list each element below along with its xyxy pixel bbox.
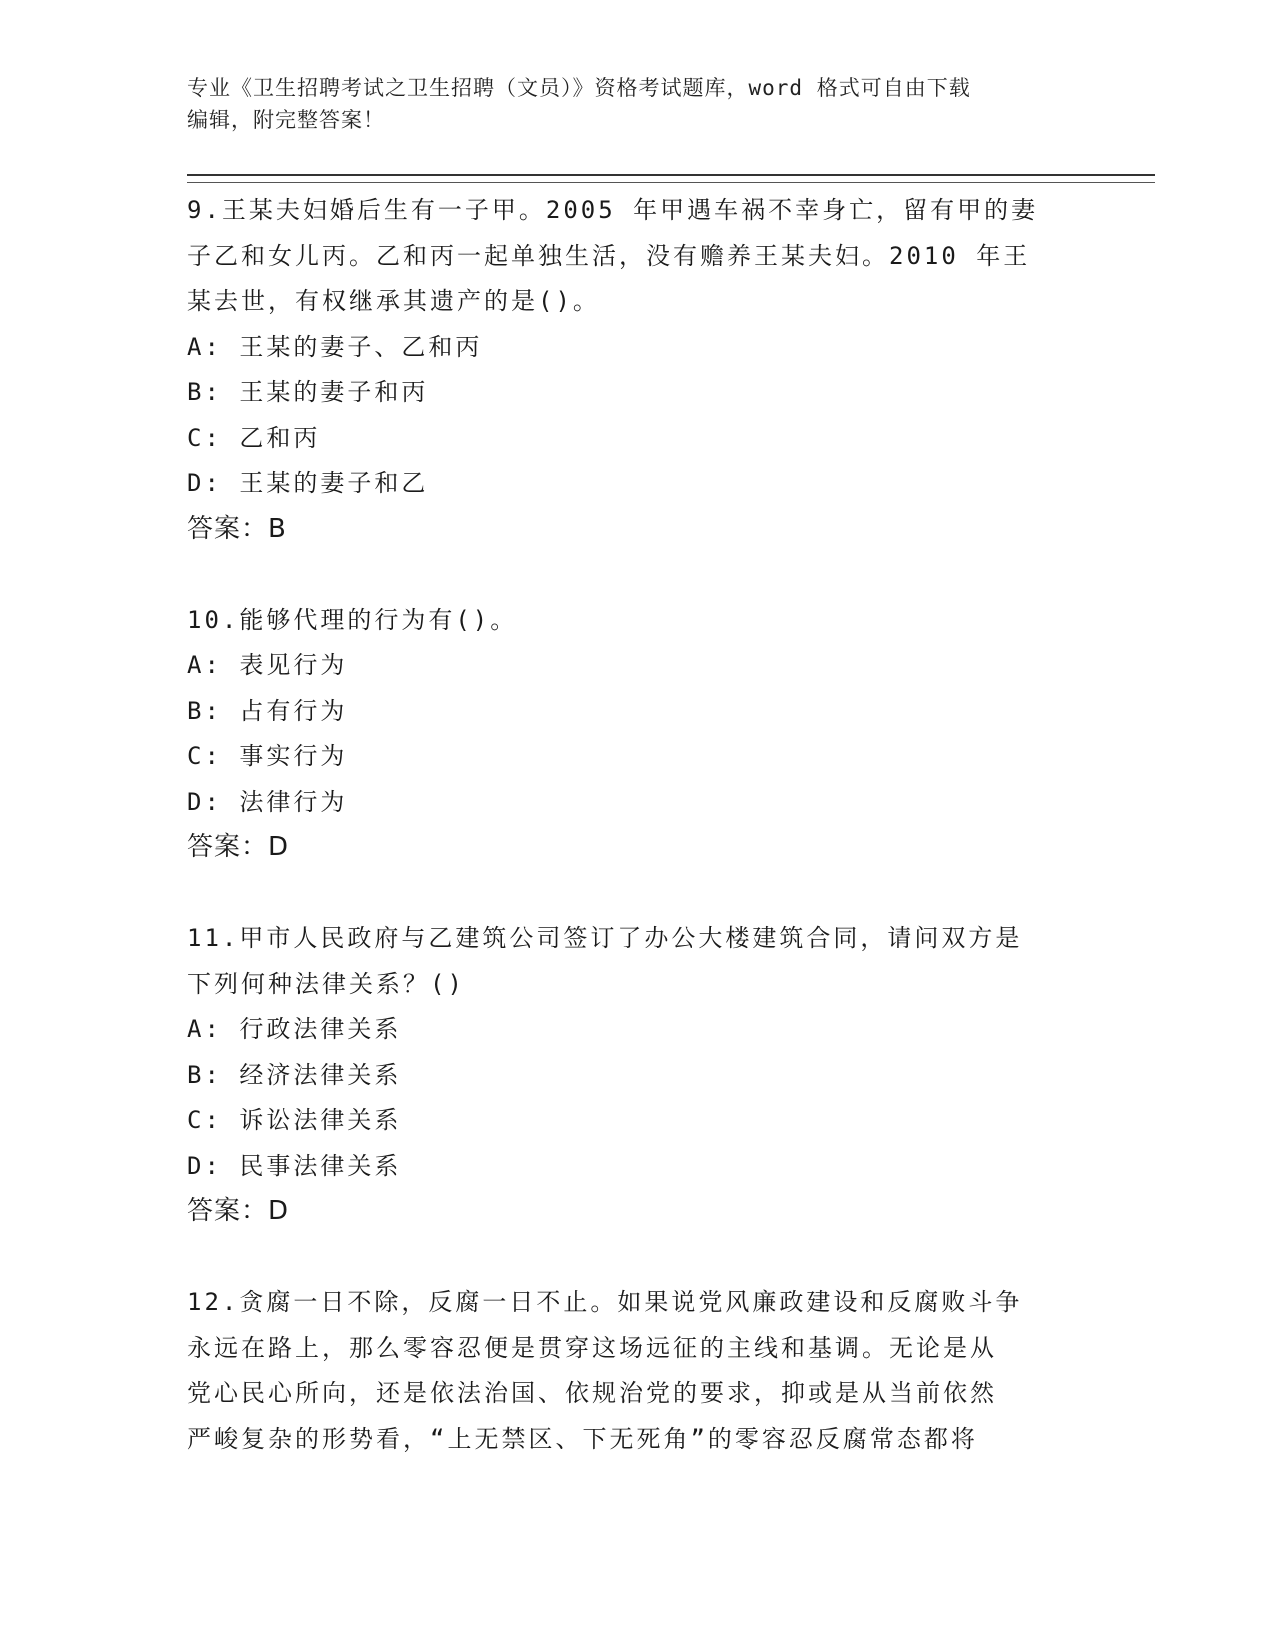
question-gap [187,871,1087,917]
question-text-line: 党心民心所向，还是依法治国、依规治党的要求，抑或是从当前依然 [187,1379,997,1407]
option-a: A: 王某的妻子、乙和丙 [187,332,483,361]
answer-label: 答案：B [187,513,287,544]
question-text-line: 子乙和女儿丙。乙和丙一起单独生活，没有赡养王某夫妇。2010 年王 [187,241,1031,270]
question-9 [187,188,1087,552]
option-d: D: 民事法律关系 [187,1151,402,1180]
option-c: C: 事实行为 [187,742,348,770]
option-b: B: 王某的妻子和丙 [187,378,429,406]
option-b: B: 经济法律关系 [187,1060,402,1089]
header-divider-thin [187,182,1155,183]
document-header [187,72,1087,136]
question-gap [187,552,1087,598]
question-text-line: 12.贪腐一日不除，反腐一日不止。如果说党风廉政建设和反腐败斗争 [187,1288,1023,1316]
option-c: C: 诉讼法律关系 [187,1106,402,1134]
question-text-line: 9.王某夫妇婚后生有一子甲。2005 年甲遇车祸不幸身亡，留有甲的妻 [187,196,1039,224]
question-list [187,188,1087,1462]
question-text-line: 11.甲市人民政府与乙建筑公司签订了办公大楼建筑合同，请问双方是 [187,924,1023,952]
question-10 [187,598,1087,871]
option-a: A: 行政法律关系 [187,1015,402,1043]
option-b: B: 占有行为 [187,696,348,725]
question-text-line: 严峻复杂的形势看，“上无禁区、下无死角”的零容忍反腐常态都将 [187,1424,978,1453]
option-d: D: 法律行为 [187,787,348,816]
question-text-line: 10.能够代理的行为有()。 [187,605,518,634]
question-11 [187,916,1087,1235]
option-c: C: 乙和丙 [187,423,321,452]
answer-label: 答案：D [187,832,290,862]
answer-label: 答案：D [187,1196,290,1226]
option-d: D: 王某的妻子和乙 [187,469,429,497]
header-divider-thick [187,174,1155,176]
question-gap [187,1235,1087,1281]
question-12 [187,1280,1087,1462]
question-text-line: 永远在路上，那么零容忍便是贯穿这场远征的主线和基调。无论是从 [187,1333,997,1362]
header-line-1: 专业《卫生招聘考试之卫生招聘（文员）》资格考试题库，word 格式可自由下载 [187,76,971,100]
question-text-line: 下列何种法律关系？() [187,969,465,998]
option-a: A: 表见行为 [187,651,348,679]
question-text-line: 某去世，有权继承其遗产的是()。 [187,287,600,315]
header-line-2: 编辑，附完整答案！ [187,108,385,132]
